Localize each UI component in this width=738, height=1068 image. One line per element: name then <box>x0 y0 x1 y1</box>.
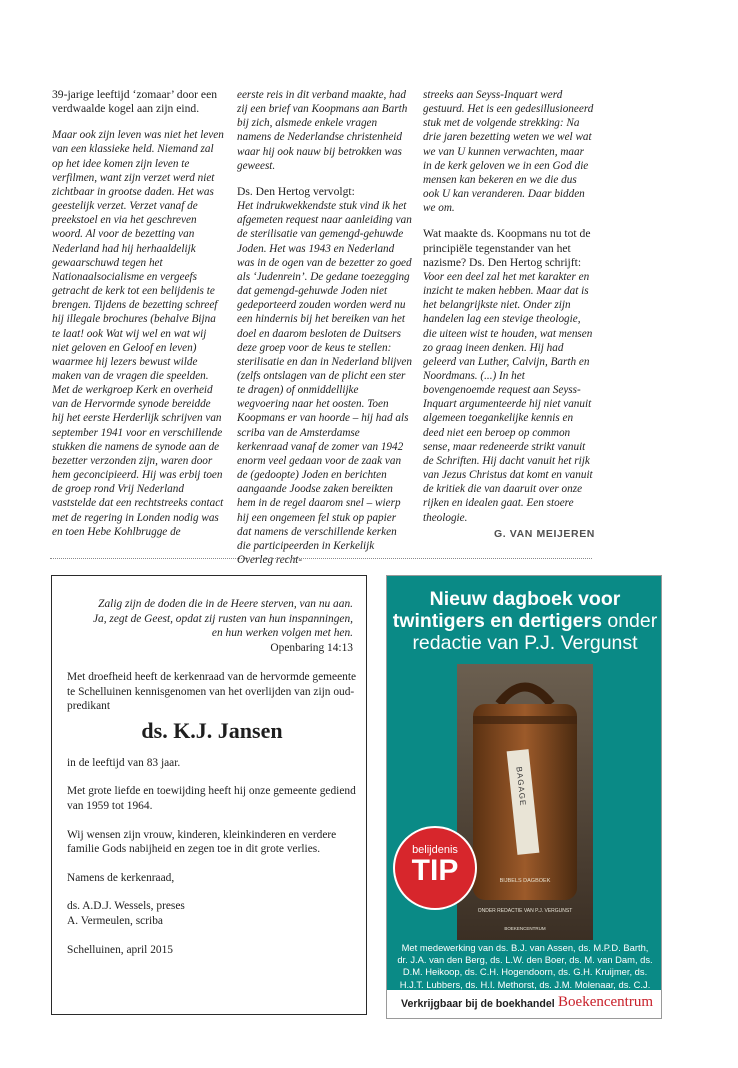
ad-availability: Verkrijgbaar bij de boekhandel <box>401 998 555 1010</box>
paragraph: Voor een deel zal het met karakter en inzicht te maken hebben. Maar dat is het belangrijkste niet. Onder zijn handelen lag een stevige theologie, die uiteen wist te houden, wat mensen zo graag ineen denken. Hij had geleerd van Luther, Calvijn, Barth en Noordmans. (...) In het bovengenoemde request aan Seyss-Inquart argumenteerde hij niet vanuit algemeen toegankelijke kennis en deed niet een beroep op common sense, maar redeneerde strikt vanuit de Schriften. Hij dacht vanuit het rijk van Jezus Christus dat komt en vanuit de kritiek die van daaruit over onze rijken en idealen gaat. Een stoere theologie. <box>423 270 593 524</box>
ad-headline-line <box>387 610 662 632</box>
paragraph-intro: Wat maakte ds. Koopmans nu tot de principiële tegenstander van het nazisme? Ds. Den Hertog schrijft: <box>423 227 591 269</box>
signatory: ds. A.D.J. Wessels, preses <box>67 900 185 913</box>
notice-age: in de leeftijd van 83 jaar. <box>67 756 181 769</box>
ad-headline-normal: onder <box>607 610 658 632</box>
verse-line: Zalig zijn de doden die in de Heere sterven, van nu aan. <box>98 598 353 610</box>
ad-headline-bold: twintigers en dertigers <box>392 610 602 632</box>
book-cover-image <box>457 664 593 940</box>
article-column-1 <box>52 88 224 551</box>
cover-publisher: BOEKENCENTRUM <box>504 926 546 931</box>
notice-service: Met grote liefde en toewijding heeft hij onze gemeente gediend van 1959 tot 1964. <box>67 785 356 812</box>
paragraph: streeks aan Seyss-Inquart werd gestuurd. Het is een gedesillusioneerd stuk met de volgende strekking: Na drie jaren bezetting weten we wel wat we van U kunnen verwachten, maar in de kerk geloven we in een God die mensen kan bekeren en we die dus ook U kan veranderen. Daar bidden we om. <box>423 89 594 215</box>
publisher-logo: Boekencentrum <box>558 994 653 1010</box>
cover-editor: ONDER REDACTIE VAN P.J. VERGUNST <box>477 908 573 914</box>
paragraph: eerste reis in dit verband maakte, had zij een brief van Koopmans aan Barth bij zich, alsmede enkele vragen namens de Nederlandse christenheid waar hij ook nauw bij betrokken was geweest. <box>237 89 408 172</box>
article-column-3 <box>423 88 595 541</box>
verse-line: en hun werken volgen met hen. <box>211 627 353 640</box>
author-byline: G. VAN MEIJEREN <box>494 527 595 540</box>
signatory: A. Vermeulen, scriba <box>67 914 163 927</box>
death-notice <box>51 575 367 1015</box>
paragraph-intro: Ds. Den Hertog vervolgt: <box>237 184 355 198</box>
deceased-name: ds. K.J. Jansen <box>141 717 283 743</box>
bible-verse <box>63 597 353 655</box>
tip-badge-big: TIP <box>411 854 459 887</box>
dotted-divider <box>50 558 592 559</box>
paragraph: 39-jarige leeftijd ‘zomaar’ door een verdwaalde kogel aan zijn eind. <box>52 88 218 116</box>
paragraph: Maar ook zijn leven was niet het leven van een klassieke held. Niemand zal op het idee komen zijn leven te verfilmen, want zijn verzet werd niet zichtbaar in grootse daden. Het was geestelijk verzet. Verzet vanaf de preekstoel en via het geschreven woord. Al voor de bezetting van Nederland had hij herhaaldelijk gewaarschuwd tegen het Nationaalsocialisme en vergeefs getracht de kerk tot een belijdenis te brengen. Tijdens de bezetting schreef hij illegale brochures (behalve Bijna te laat! ook Wat wij wel en wat wij niet geloven en Geloof en leven) waarmee hij lezers bewust wilde maken van de vragen die speelden. Met de werkgroep Kerk en overheid van de Hervormde synode bereidde hij het eerste Herderlijk schrijven van september 1941 voor en verschillende stukken die namens de synode aan de bezetter verzonden zijn, waren door hem geconcipieerd. Hij was erbij toen de groep rond Vrij Nederland vaststelde dat een rechtstreeks contact met de regering in Londen nodig was en toen Hebe Kohlbrugge de <box>52 129 224 538</box>
ad-headline-line: redactie van P.J. Vergunst <box>412 632 638 654</box>
ad-headline-line: Nieuw dagboek voor <box>429 588 621 610</box>
ad-credits: Met medewerking van ds. B.J. van Assen, ds. M.P.D. Barth, dr. J.A. van den Berg, ds. L.W. den Boer, ds. M. van Dam, ds. D.M. Heikoop, ds. C.H. Hogendoorn, ds. G.H. Kruijmer, ds. H.J.T. Lubbers, ds. H.I. Methorst, ds. J.M. Molenaar, ds. C.J. <box>397 942 653 990</box>
ad-footer <box>387 990 661 1018</box>
cover-subtitle: BIJBELS DAGBOEK <box>499 878 551 884</box>
notice-wish: Wij wensen zijn vrouw, kinderen, kleinkinderen en verdere familie Gods nabijheid en zegen toe in dit grote verlies. <box>67 828 337 856</box>
place-date: Schelluinen, april 2015 <box>67 943 173 956</box>
tip-badge <box>395 828 475 908</box>
cover-title: BAGAGE <box>514 766 528 807</box>
ad-headline <box>387 588 662 654</box>
verse-reference: Openbaring 14:13 <box>270 641 353 654</box>
paragraph: Het indrukwekkendste stuk vind ik het afgemeten request naar aanleiding van de sterilisatie van gemengd-gehuwde Joden. Het was 1943 en Nederland was in de ogen van de bezetter zo goed als ‘Judenrein’. De gedane toezegging dat gemengd-gehuwde Joden niet gedeporteerd zouden worden werd nu een hindernis bij het bereiken van het doel en daarom besloten de Duitsers deze groep voor de keus te stellen: sterilisatie en dan in Nederland blijven (zelfs ontslagen van de plicht een ster te dragen) of onmiddellijke wegvoering naar het oosten. Toen Koopmans er van hoorde – hij had als scriba van de Amsterdamse kerkenraad vanaf de zomer van 1942 enorm veel gedaan voor de zaak van de (gedoopte) Joden en berichten aangaande Joodse zaken bereikten hem in de regel daarom snel – wierp hij een ongemeen fel stuk op papier dat namens de verschillende kerken die participeerden in Kerkelijk Overleg recht- <box>237 200 412 566</box>
notice-behalf: Namens de kerkenraad, <box>67 871 175 884</box>
verse-line: Ja, zegt de Geest, opdat zij rusten van hun inspanningen, <box>92 612 353 625</box>
notice-body <box>67 670 357 971</box>
article-column-2 <box>237 88 413 579</box>
tip-badge-small: belijdenis <box>412 844 458 856</box>
book-advertisement <box>386 575 662 1019</box>
notice-intro: Met droefheid heeft de kerkenraad van de hervormde gemeente te Schelluinen kennisgenomen van het overlijden van zijn oud-predikant <box>67 671 357 713</box>
